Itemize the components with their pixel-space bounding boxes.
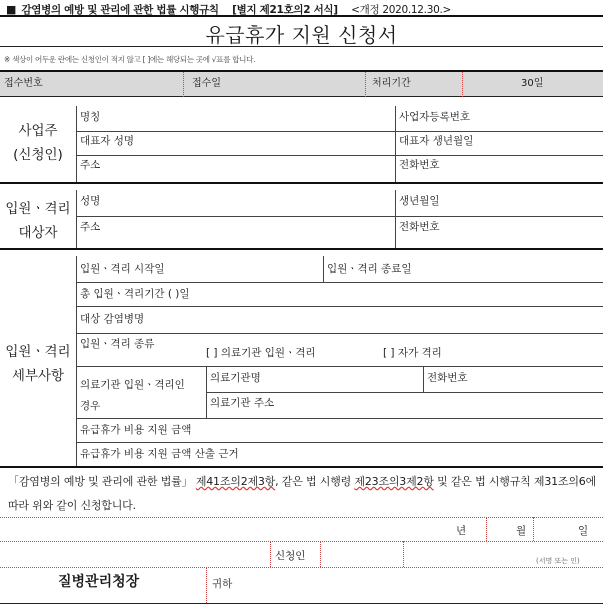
employer-name-label[interactable]: 명칭 <box>80 111 101 123</box>
subject-section-line: 입원ㆍ격리 <box>5 201 71 217</box>
receipt-date-label: 접수일 <box>192 78 221 89</box>
row-line <box>76 155 603 156</box>
total-period-label[interactable]: 총 입원ㆍ격리기간 ( )일 <box>80 288 190 300</box>
row-line <box>76 333 603 334</box>
hospital-phone-label[interactable]: 전화번호 <box>427 372 468 384</box>
section-rule <box>0 182 603 184</box>
employer-section-title <box>0 119 76 167</box>
employer-section-line: (신청인) <box>13 147 63 163</box>
instruction-note: ※ 색상이 어두운 란에는 신청인이 적지 않고 [ ]에는 해당되는 곳에 √표를 합니다. <box>4 55 256 64</box>
row-line <box>76 131 603 132</box>
rep-birth-label[interactable]: 대표자 생년월일 <box>399 135 474 147</box>
form-title: 유급휴가 지원 신청서 <box>205 23 398 47</box>
declaration-text <box>8 470 596 518</box>
hospital-phone-divider <box>423 366 424 392</box>
top-rule <box>0 15 603 17</box>
hospital-address-label[interactable]: 의료기관 주소 <box>210 397 275 409</box>
receipt-divider <box>183 72 184 97</box>
dotted-divider <box>533 517 534 541</box>
subject-section-line: 대상자 <box>18 225 58 241</box>
hospital-isolation-checkbox[interactable]: [ ] 의료기관 입원ㆍ격리 <box>206 347 316 359</box>
hospital-case-label-line1: 의료기관 입원ㆍ격리인 <box>80 379 185 391</box>
subject-section-divider <box>76 190 77 248</box>
hospital-name-label[interactable]: 의료기관명 <box>210 372 261 384</box>
receipt-number-label: 접수번호 <box>4 78 43 89</box>
details-section-divider <box>76 256 77 466</box>
subject-phone-label[interactable]: 전화번호 <box>399 221 440 233</box>
end-date-label[interactable]: 입원ㆍ격리 종료일 <box>327 263 412 275</box>
dotted-divider <box>486 517 487 541</box>
hospital-case-label-line2: 경우 <box>80 400 101 412</box>
self-isolation-checkbox[interactable]: [ ] 자가 격리 <box>383 347 442 359</box>
row-line <box>76 418 603 419</box>
row-line <box>76 442 603 443</box>
declaration-part: , 같은 법 시행령 <box>275 475 355 488</box>
row-line <box>76 306 603 307</box>
details-section-line: 입원ㆍ격리 <box>5 344 71 360</box>
date-day-label[interactable]: 일 <box>578 525 589 537</box>
header-square-icon: ■ <box>6 3 17 16</box>
row-line <box>206 392 603 393</box>
amount-basis-label[interactable]: 유급휴가 비용 지원 금액 산출 근거 <box>80 448 239 460</box>
form-header <box>6 2 600 16</box>
applicant-label: 신청인 <box>275 550 306 562</box>
dotted-divider <box>403 541 404 567</box>
header-revision: <개정 2020.12.30.> <box>351 4 452 16</box>
signature-note[interactable]: (서명 또는 인) <box>536 557 580 565</box>
details-section-line: 세부사항 <box>11 368 65 384</box>
dotted-divider <box>206 567 207 603</box>
start-date-label[interactable]: 입원ㆍ격리 시작일 <box>80 263 165 275</box>
employer-section-divider <box>76 106 77 182</box>
date-year-label[interactable]: 년 <box>456 525 467 537</box>
recipient-suffix: 귀하 <box>212 578 233 590</box>
bottom-rule <box>0 603 603 604</box>
row-line <box>76 216 603 217</box>
header-form-number: [별지 제21호의2 서식] <box>232 4 338 16</box>
recipient-title: 질병관리청장 <box>58 574 140 590</box>
declaration-part: 「감염병의 예방 및 관리에 관한 법률」 <box>8 475 196 488</box>
support-amount-label[interactable]: 유급휴가 비용 지원 금액 <box>80 424 192 436</box>
receipt-divider <box>365 72 366 97</box>
employer-column-divider <box>395 106 396 182</box>
details-section-title <box>0 340 76 388</box>
dotted-row-line <box>0 567 603 568</box>
row-line <box>76 282 603 283</box>
employer-reg-no-label[interactable]: 사업자등록번호 <box>399 111 471 123</box>
rep-name-label[interactable]: 대표자 성명 <box>80 135 135 147</box>
subject-address-label[interactable]: 주소 <box>80 221 101 233</box>
declaration-article-link: 제41조의2제3항 <box>195 475 276 488</box>
receipt-band <box>0 70 603 97</box>
disease-name-label[interactable]: 대상 감염병명 <box>80 313 145 325</box>
dotted-divider <box>270 541 271 567</box>
subject-column-divider <box>395 190 396 248</box>
receipt-divider <box>462 72 463 97</box>
processing-period-value: 30일 <box>521 78 544 89</box>
declaration-part: 및 같은 법 시행규칙 제31조의6에 따라 위와 같이 신청합니다. <box>8 475 597 512</box>
declaration-article-link: 제23조의3제2항 <box>354 475 434 488</box>
dotted-row-line <box>0 541 603 542</box>
row-line <box>76 366 603 367</box>
employer-phone-label[interactable]: 전화번호 <box>399 159 440 171</box>
date-month-label[interactable]: 월 <box>516 525 527 537</box>
subject-birth-label[interactable]: 생년월일 <box>399 195 440 207</box>
isolation-type-label: 입원ㆍ격리 종류 <box>80 338 155 350</box>
processing-period-label: 처리기간 <box>372 78 411 89</box>
employer-address-label[interactable]: 주소 <box>80 159 101 171</box>
dotted-row-line <box>0 517 603 518</box>
subject-name-label[interactable]: 성명 <box>80 195 101 207</box>
employer-section-line: 사업주 <box>18 123 58 139</box>
subject-section-title <box>0 197 76 245</box>
header-law-name: 감염병의 예방 및 관리에 관한 법률 시행규칙 <box>21 4 219 16</box>
title-rule <box>0 46 603 47</box>
dotted-divider <box>320 541 321 567</box>
section-rule <box>0 466 603 468</box>
details-column-divider <box>323 256 324 282</box>
section-rule <box>0 248 603 250</box>
